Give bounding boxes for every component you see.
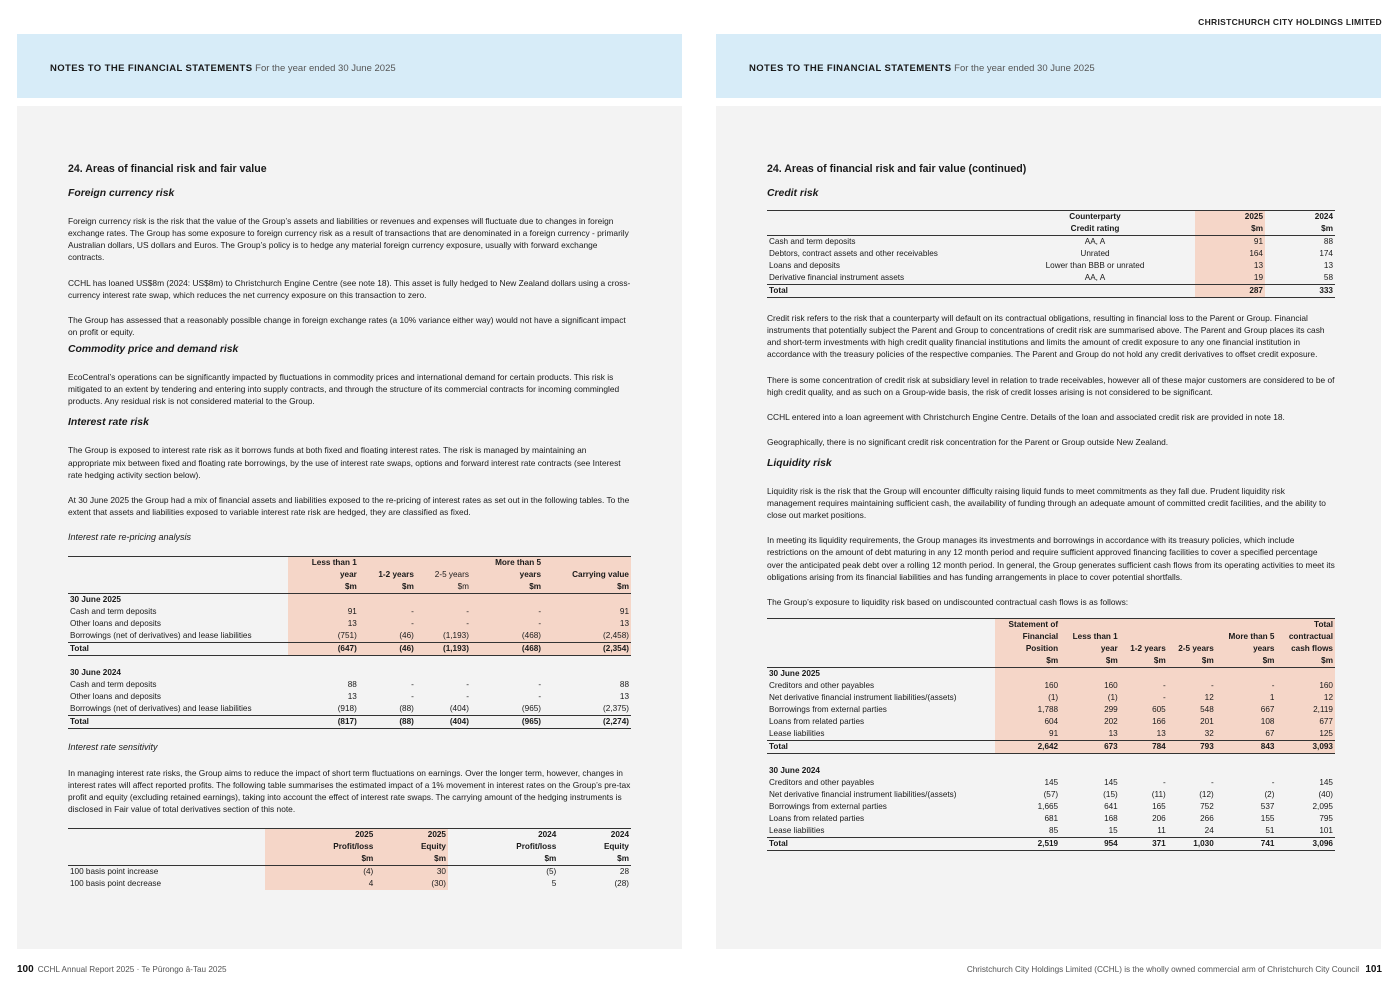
col-unit: $m <box>995 655 1060 668</box>
col-header: Equity <box>603 841 629 851</box>
table-row: Loans from related parties 604 202 166 201 108 677 <box>769 716 1333 726</box>
table-row: Lease liabilities 85 15 11 24 51 101 <box>769 826 1333 836</box>
col-unit: $m <box>1216 655 1277 668</box>
col-header: 2-5 years <box>416 569 471 581</box>
col-header: Total <box>1276 618 1335 631</box>
col-header: Credit rating <box>995 223 1195 236</box>
section-heading: 24. Areas of financial risk and fair value <box>68 163 267 175</box>
left-header-title: NOTES TO THE FINANCIAL STATEMENTS <box>50 63 253 74</box>
right-footer <box>967 964 1382 975</box>
table-total-row: Total (647) (46) (1,193) (468) (2,354) <box>68 642 631 655</box>
col-header: years <box>1216 643 1277 655</box>
left-footer <box>17 964 227 975</box>
col-header: More than 5 <box>471 556 543 569</box>
repricing-table <box>68 556 631 730</box>
col-header: Less than 1 <box>288 556 359 569</box>
table-row: Borrowings from external parties 1,788 299 605 548 667 2,119 <box>769 704 1333 714</box>
table-row: 100 basis point increase (4) 30 (5) 28 <box>70 866 629 876</box>
col-unit: $m <box>543 581 631 594</box>
col-unit: $m <box>1120 655 1168 668</box>
credit-risk-table <box>767 210 1335 298</box>
col-header: Financial <box>995 631 1060 643</box>
col-header: 1-2 years <box>359 569 416 581</box>
table-row: Debtors, contract assets and other receivables Unrated 164 174 <box>769 249 1333 259</box>
footer-text: Christchurch City Holdings Limited (CCHL) is the wholly owned commercial arm of Christchurch City Council <box>966 965 1360 974</box>
paragraph: Liquidity risk is the risk that the Group will encounter difficulty raising liquid funds to meet commitments as they fall due. Prudent liquidity risk management requires maintaining sufficient cash, the availability of funding through an adequate amount of committed credit facilities, and the ability to close out market positions. <box>767 486 1326 521</box>
table-row: Loans from related parties 681 168 206 266 155 795 <box>769 814 1333 824</box>
foreign-currency-title: Foreign currency risk <box>68 188 175 200</box>
table-total-row: Total 2,642 673 784 793 843 3,093 <box>767 740 1335 753</box>
col-unit: $m <box>375 853 448 866</box>
paragraph: Geographically, there is no significant credit risk concentration for the Parent or Group outside New Zealand. <box>767 436 1169 447</box>
table-row: Other loans and deposits 13 - - - 13 <box>70 692 629 702</box>
col-unit: $m <box>416 581 471 594</box>
col-header: Profit/loss <box>516 841 557 851</box>
col-header: 2024 <box>448 828 558 841</box>
interest-rate-title: Interest rate risk <box>68 417 149 429</box>
col-header: 2024 <box>1265 211 1335 224</box>
paragraph: Credit risk refers to the risk that a counterparty will default on its contractual obligations, resulting in financial loss to the Parent or Group. Financial instruments that potentially subject the Parent and Group to concentrations of credit risk are summarised above. The Parent and Group places its cash and short-term investments with high credit quality financial institutions and limits the amount of credit exposure to any one financial institution in accordance with the treasury policies of the respective companies. The Parent and Group do not hold any credit derivatives to offset credit exposure. <box>767 313 1325 360</box>
col-unit: $m <box>471 581 543 594</box>
col-header: years <box>471 569 543 581</box>
table-row: 100 basis point decrease 4 (30) 5 (28) <box>70 878 629 888</box>
col-unit: $m <box>1276 655 1335 668</box>
col-header: 1-2 years <box>1120 643 1168 655</box>
table-row: Other loans and deposits 13 - - - 13 <box>70 618 629 628</box>
paragraph: The Group’s exposure to liquidity risk based on undiscounted contractual cash flows is as follows: <box>767 596 1129 607</box>
col-unit: $m <box>448 853 558 866</box>
table-row: Cash and term deposits AA, A 91 88 <box>769 237 1333 247</box>
table-row: Cash and term deposits 88 - - - 88 <box>70 680 629 690</box>
liquidity-risk-title: Liquidity risk <box>767 457 832 469</box>
table-row: Loans and deposits Lower than BBB or unrated 13 13 <box>769 261 1333 271</box>
col-header: Counterparty <box>995 211 1195 224</box>
paragraph: In managing interest rate risks, the Group aims to reduce the impact of short term fluctuations on earnings. Over the longer term, however, changes in interest rates will affect reported profits. The following table summarises the estimated impact of a 1% movement in interest rates on the Group’s pre-tax profit and equity (excluding retained earnings), taking into account the effect of interest rate swaps. The carrying amount of the hedging instruments is disclosed in Fair value of total derivatives section of this note. <box>68 767 631 814</box>
table-row: Creditors and other payables 145 145 - - - 145 <box>769 778 1333 788</box>
table-total-row: Total 2,519 954 371 1,030 741 3,096 <box>767 838 1335 851</box>
left-header-band <box>17 34 682 98</box>
left-header-subtitle: For the year ended 30 June 2025 <box>255 63 396 74</box>
col-unit: $m <box>1168 655 1216 668</box>
credit-risk-title: Credit risk <box>767 188 819 200</box>
paragraph: EcoCentral’s operations can be significantly impacted by fluctuations in commodity prices and international demand for certain products. This risk is mitigated to an extent by tendering and entering into supply contracts, and through the structure of its commercial contracts for incoming commingled products. Any residual risk is not considered material to the Group. <box>68 372 620 407</box>
col-unit: $m <box>265 853 375 866</box>
table-row: Borrowings (net of derivatives) and lease liabilities (751) (46) (1,193) (468) (2,458) <box>68 630 631 643</box>
col-header: contractual <box>1276 631 1335 643</box>
table-row: Borrowings from external parties 1,665 641 165 752 537 2,095 <box>769 802 1333 812</box>
table-total-row: Total (817) (88) (404) (965) (2,274) <box>68 716 631 729</box>
table-section-label: 30 June 2025 <box>769 668 820 678</box>
section-heading: 24. Areas of financial risk and fair value (continued) <box>767 163 1027 175</box>
paragraph: CCHL has loaned US$8m (2024: US$8m) to Christchurch Engine Centre (see note 18). This asset is fully hedged to New Zealand dollars using a cross-currency interest rate swap, which reduces the net currency exposure on this transaction to zero. <box>68 277 631 300</box>
col-header: 2025 <box>1195 211 1265 224</box>
col-header: 2025 <box>265 828 375 841</box>
paragraph: The Group is exposed to interest rate risk as it borrows funds at both fixed and floating interest rates. The risk is managed by maintaining an appropriate mix between fixed and floating rate borrowings, by the use of interest rate swaps, options and forward interest rate contracts (see Interest rate hedging activity section below). <box>68 445 621 480</box>
col-header: Position <box>995 643 1060 655</box>
right-header-title: NOTES TO THE FINANCIAL STATEMENTS <box>749 63 952 74</box>
footer-text: CCHL Annual Report 2025 · Te Pūrongo ā-Tau 2025 <box>37 965 227 974</box>
table-section-label: 30 June 2025 <box>70 594 121 604</box>
paragraph: At 30 June 2025 the Group had a mix of financial assets and liabilities exposed to the re-pricing of interest rates as set out in the following tables. To the extent that assets and liabilities exposed to variable interest rate risk are hedged, they are classified as fixed. <box>68 494 630 517</box>
table-total-row: Total 287 333 <box>767 285 1335 298</box>
sensitivity-table <box>68 828 631 890</box>
repricing-title: Interest rate re-pricing analysis <box>68 531 192 542</box>
col-unit: $m <box>359 581 416 594</box>
page-number: 101 <box>1365 964 1382 975</box>
col-header: 2-5 years <box>1168 643 1216 655</box>
col-header: year <box>288 569 359 581</box>
col-header: Equity <box>375 841 448 853</box>
col-header: cash flows <box>1276 643 1335 655</box>
paragraph: There is some concentration of credit risk at subsidiary level in relation to trade receivables, however all of these major customers are considered to be of high credit quality, and as such on a Group-wide basis, the risk of credit losses arising is not considered to be significant. <box>767 374 1335 397</box>
paragraph: In meeting its liquidity requirements, the Group manages its investments and borrowings in accordance with its treasury policies, which include restrictions on the amount of debt maturing in any 12 month period and require sufficient approved financing facilities to cover a specified percentage over the anticipated peak debt over a rolling 12 month period. In general, the Group generates sufficient cash flows from its operating activities to meet its obligations arising from its financial liabilities and has funding arrangements in place to cover potential shortfalls. <box>767 535 1335 582</box>
paragraph: Foreign currency risk is the risk that the value of the Group’s assets and liabilities or revenues and expenses will fluctuate due to changes in foreign exchange rates. The Group has some exposure to foreign currency risk as a result of transactions that are denominated in a foreign currency - primarily Australian dollars, US dollars and Euros. The Group’s policy is to hedge any material foreign currency exposure, usually with forward exchange contracts. <box>68 216 629 263</box>
sensitivity-title: Interest rate sensitivity <box>68 742 158 753</box>
table-section-label: 30 June 2024 <box>70 668 121 678</box>
table-section-label: 30 June 2024 <box>769 766 820 776</box>
paragraph: CCHL entered into a loan agreement with Christchurch Engine Centre. Details of the loan and associated credit risk are provided in note 18. <box>767 411 1285 422</box>
table-row: Net derivative financial instrument liabilities/(assets) (57) (15) (11) (12) (2) (40) <box>769 790 1333 800</box>
right-page-content <box>767 163 1335 851</box>
col-unit: $m <box>288 581 359 594</box>
col-header: Profit/loss <box>265 841 375 853</box>
col-header: year <box>1060 643 1120 655</box>
col-unit: $m <box>558 853 631 866</box>
table-row: Lease liabilities 91 13 13 32 67 125 <box>767 728 1335 741</box>
col-unit: $m <box>1060 655 1120 668</box>
col-header: Statement of <box>995 618 1060 631</box>
table-row: Borrowings (net of derivatives) and lease liabilities (918) (88) (404) (965) (2,375) <box>70 704 629 714</box>
right-header-subtitle: For the year ended 30 June 2025 <box>954 63 1095 74</box>
col-header: More than 5 <box>1216 631 1277 643</box>
col-header: Carrying value <box>543 569 631 581</box>
table-row: Creditors and other payables 160 160 - - - 160 <box>769 680 1333 690</box>
col-unit: $m <box>1265 223 1335 236</box>
col-header: 2024 <box>558 828 631 841</box>
col-header: 2025 <box>375 828 448 841</box>
col-unit: $m <box>1195 223 1265 236</box>
liquidity-table <box>767 618 1335 852</box>
table-row: Derivative financial instrument assets AA, A 19 58 <box>767 272 1335 285</box>
page-number: 100 <box>17 964 34 975</box>
col-header: Less than 1 <box>1060 631 1120 643</box>
table-row: Net derivative financial instrument liabilities/(assets) (1) (1) - 12 1 12 <box>769 692 1333 702</box>
commodity-title: Commodity price and demand risk <box>68 343 239 355</box>
left-page-content <box>68 163 631 890</box>
table-row: Cash and term deposits 91 - - - 91 <box>70 606 629 616</box>
company-name: CHRISTCHURCH CITY HOLDINGS LIMITED <box>1198 17 1382 27</box>
right-header-band <box>716 34 1381 98</box>
paragraph: The Group has assessed that a reasonably possible change in foreign exchange rates (a 10% variance either way) would not have a significant impact on profit or equity. <box>68 314 626 337</box>
